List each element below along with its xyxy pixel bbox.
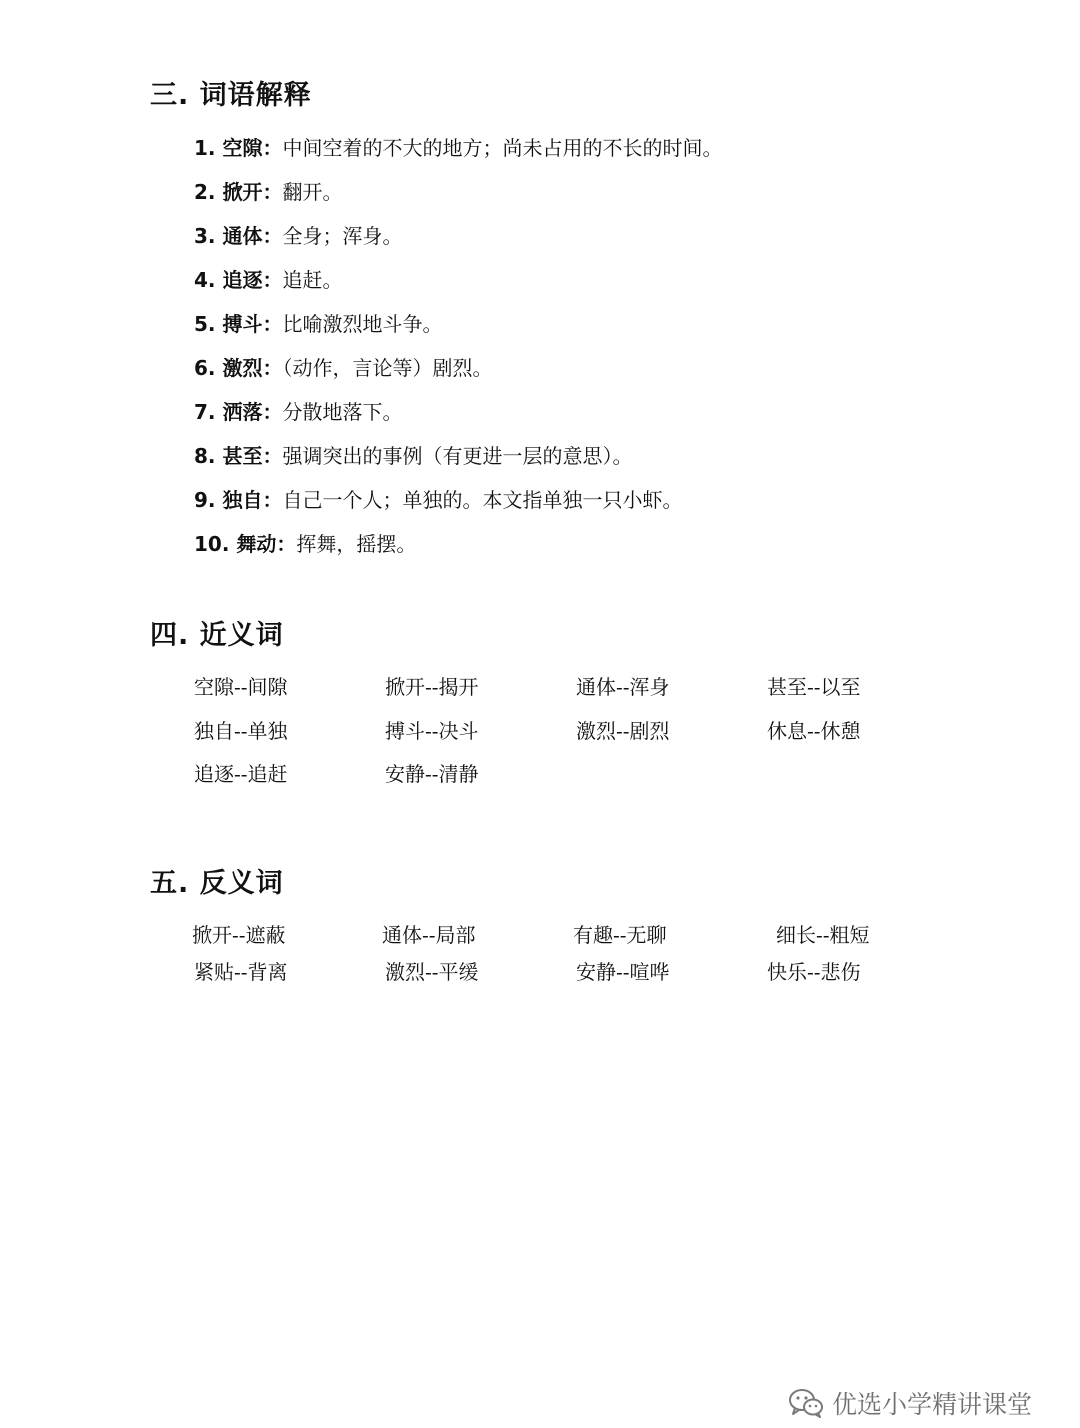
list-item: [194, 266, 722, 310]
antonym-pair: 安静--喧哗: [576, 960, 670, 984]
definition-term: 10. 舞动：: [194, 532, 297, 556]
antonym-pair: 快乐--悲伤: [767, 960, 861, 984]
definitions-list: [194, 134, 722, 574]
section-title-definitions: 三. 词语解释: [150, 80, 312, 111]
definition-term: 9. 独自：: [194, 488, 283, 512]
definition-text: 分散地落下。: [282, 400, 403, 424]
definition-text: 强调突出的事例（有更进一层的意思）。: [282, 444, 633, 468]
list-item: [194, 398, 722, 442]
antonym-pair: 激烈--平缓: [385, 960, 479, 984]
definition-term: 3. 通体：: [194, 224, 283, 248]
definition-term: 8. 甚至：: [194, 444, 283, 468]
synonym-pair: 甚至--以至: [767, 675, 861, 699]
definition-term: 4. 追逐：: [194, 268, 283, 292]
synonym-pair: 独自--单独: [194, 719, 288, 743]
list-item: [194, 530, 722, 574]
list-item: [194, 134, 722, 178]
watermark-text: 优选小学精讲课堂: [832, 1390, 1033, 1419]
section-title-antonyms: 五. 反义词: [150, 868, 284, 899]
antonym-pair: 有趣--无聊: [573, 923, 667, 947]
wechat-icon: [788, 1388, 824, 1418]
antonym-pair: 细长--粗短: [776, 923, 870, 947]
antonym-pair: 通体--局部: [382, 923, 476, 947]
synonym-pair: 空隙--间隙: [194, 675, 288, 699]
list-item: [194, 178, 722, 222]
definition-text: （动作，言论等）剧烈。: [282, 356, 493, 380]
section-title-synonyms: 四. 近义词: [150, 620, 284, 651]
definition-term: 2. 掀开：: [194, 180, 283, 204]
synonym-pair: 休息--休憩: [767, 719, 861, 743]
definition-text: 翻开。: [282, 180, 343, 204]
definition-text: 挥舞，摇摆。: [296, 532, 417, 556]
synonym-pair: 搏斗--决斗: [385, 719, 479, 743]
synonym-pair: 通体--浑身: [576, 675, 670, 699]
definition-text: 中间空着的不大的地方；尚未占用的不长的时间。: [282, 136, 723, 160]
synonym-pair: 追逐--追赶: [194, 762, 288, 786]
list-item: [194, 442, 722, 486]
definition-term: 6. 激烈：: [194, 356, 283, 380]
synonym-pair: 掀开--揭开: [385, 675, 479, 699]
antonym-pair: 紧贴--背离: [194, 960, 288, 984]
definition-term: 1. 空隙：: [194, 136, 283, 160]
definition-text: 全身；浑身。: [282, 224, 403, 248]
antonym-pair: 掀开--遮蔽: [192, 923, 286, 947]
definition-text: 比喻激烈地斗争。: [282, 312, 443, 336]
definition-term: 7. 洒落：: [194, 400, 283, 424]
list-item: [194, 222, 722, 266]
synonym-pair: 安静--清静: [385, 762, 479, 786]
watermark: [788, 1385, 1032, 1421]
definition-text: 自己一个人；单独的。本文指单独一只小虾。: [282, 488, 683, 512]
list-item: [194, 310, 722, 354]
definition-term: 5. 搏斗：: [194, 312, 283, 336]
list-item: [194, 486, 722, 530]
definition-text: 追赶。: [282, 268, 343, 292]
list-item: [194, 354, 722, 398]
synonym-pair: 激烈--剧烈: [576, 719, 670, 743]
